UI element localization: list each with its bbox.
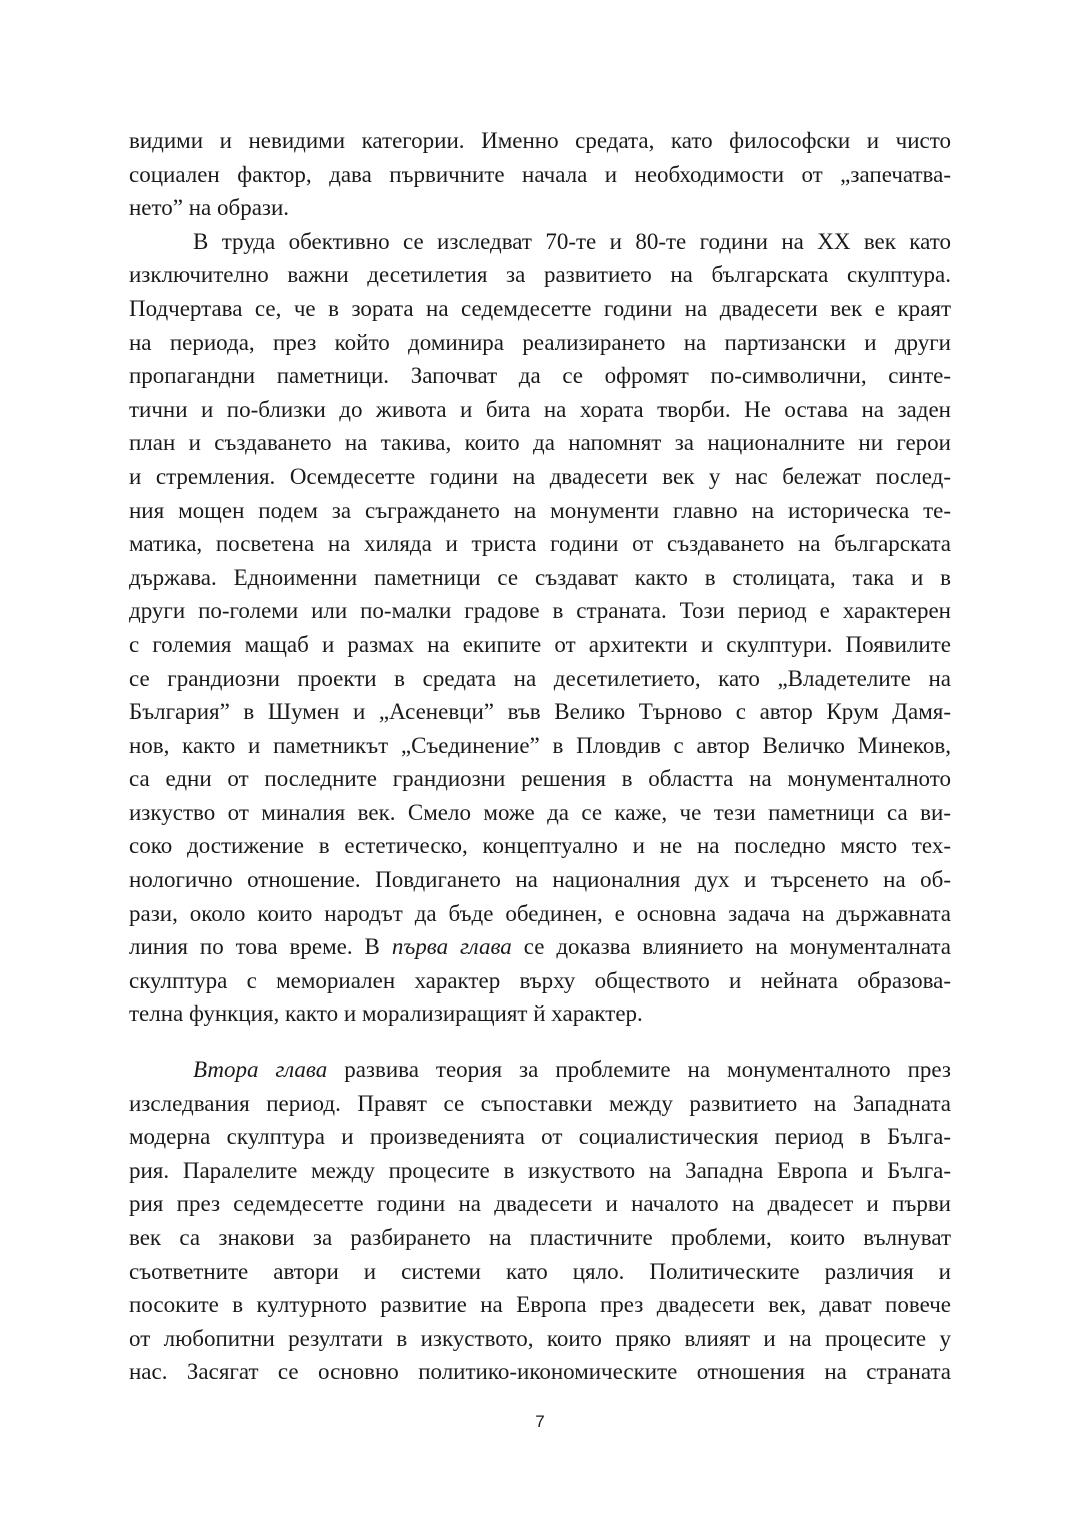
text-line: посоките в културното развитие на Европа през двадесети век, дават повече bbox=[129, 1292, 951, 1318]
text-segment: развива теория за проблемите на монументалното през bbox=[327, 1057, 952, 1083]
text-segment: се доказва влиянието на монументалната bbox=[511, 934, 951, 960]
text-line: изкуство от миналия век. Смело може да се каже, че тези паметници са ви- bbox=[129, 799, 951, 825]
text-line: Подчертава се, че в зората на седемдесетте години на двадесети век е краят bbox=[129, 295, 951, 321]
page-number: 7 bbox=[535, 1412, 545, 1431]
paragraph-2 bbox=[129, 225, 951, 1031]
text-line: други по-големи или по-малки градове в страната. Този период е характерен bbox=[129, 598, 951, 624]
text-line: рия през седемдесетте години на двадесети и началото на двадесет и първи bbox=[129, 1191, 951, 1217]
text-line: се грандиозни проекти в средата на десетилетието, като „Владетелите на bbox=[129, 665, 951, 691]
text-segment: линия по това време. В bbox=[129, 934, 392, 960]
text-line: са едни от последните грандиозни решения в областта на монументалното bbox=[129, 766, 951, 792]
text-line: нов, както и паметникът „Съединение” в Пловдив с автор Величко Минеков, bbox=[129, 732, 951, 758]
document-body bbox=[129, 124, 951, 1389]
text-line: век са знакови за разбирането на пластичните проблеми, които вълнуват bbox=[129, 1225, 951, 1250]
text-line: нас. Засягат се основно политико-икономическите отношения на страната bbox=[129, 1359, 951, 1385]
text-line: изследвания период. Правят се съпоставки между развитието на Западната bbox=[129, 1090, 951, 1116]
text-line: видими и невидими категории. Именно средата, като философски и чисто bbox=[129, 128, 951, 153]
text-line: България” в Шумен и „Асеневци” във Велико Търново с автор Крум Дамя- bbox=[129, 699, 951, 725]
text-line: ния мощен подем за съграждането на монументи главно на историческа те- bbox=[129, 497, 951, 523]
text-line: рия. Паралелите между процесите в изкуството на Западна Европа и Бълга- bbox=[129, 1157, 951, 1183]
text-line: социален фактор, дава първичните начала и необходимости от „запечатва- bbox=[129, 161, 951, 187]
paragraph-1 bbox=[129, 124, 951, 225]
text-line: скулптура с мемориален характер върху обществото и нейната образова- bbox=[129, 967, 951, 993]
text-line: на периода, през който доминира реализирането на партизански и други bbox=[129, 329, 951, 355]
text-line: рази, около които народът да бъде обединен, е основна задача на държавната bbox=[129, 900, 951, 926]
text-line: от любопитни резултати в изкуството, които пряко влияят и на процесите у bbox=[129, 1325, 951, 1351]
text-line: изключително важни десетилетия за развитието на българската скулптура. bbox=[129, 262, 951, 288]
emphasis-second-chapter: Втора глава bbox=[193, 1057, 328, 1083]
text-line: телна функция, както и морализиращият й характер. bbox=[129, 1001, 643, 1027]
text-line: държава. Едноименни паметници се създават както в столицата, така и в bbox=[129, 564, 951, 590]
text-line: матика, посветена на хиляда и триста години от създаването на българската bbox=[129, 531, 951, 557]
text-line: и стремления. Осемдесетте години на двадесети век у нас бележат послед- bbox=[129, 463, 951, 489]
paragraph-3 bbox=[129, 1053, 951, 1389]
text-line: пропагандни паметници. Започват да се офромят по-символични, синте- bbox=[129, 363, 951, 389]
text-line: нологично отношение. Повдигането на националния дух и търсенето на об- bbox=[129, 867, 951, 893]
text-line: нето” на образи. bbox=[129, 195, 290, 221]
text-line: модерна скулптура и произведенията от социалистическия период в Бълга- bbox=[129, 1124, 951, 1150]
text-line: В труда обективно се изследват 70-те и 80-те години на XX век като bbox=[193, 228, 951, 254]
text-line: съответните автори и системи като цяло. Политическите различия и bbox=[129, 1258, 951, 1284]
text-line-with-emphasis bbox=[129, 930, 951, 964]
text-line: соко достижение в естетическо, концептуално и не на последно място тех- bbox=[129, 833, 951, 859]
text-line-with-emphasis bbox=[129, 1053, 951, 1087]
text-line: тични и по-близки до живота и бита на хората творби. Не остава на заден bbox=[129, 396, 951, 422]
text-line: план и създаването на такива, които да напомнят за националните ни герои bbox=[129, 430, 951, 456]
emphasis-first-chapter: първа глава bbox=[391, 934, 512, 960]
text-line: с големия мащаб и размах на екипите от архитекти и скулптури. Появилите bbox=[129, 631, 951, 657]
